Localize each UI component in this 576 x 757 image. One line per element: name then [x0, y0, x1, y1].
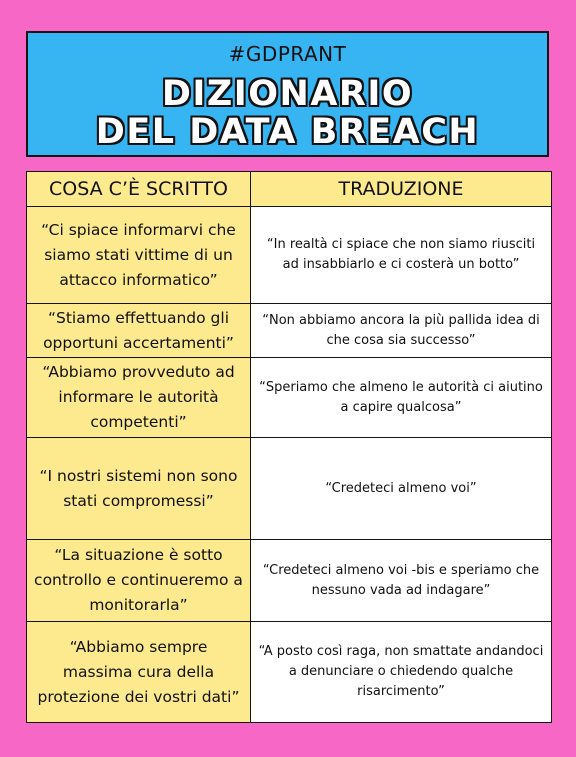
hashtag: #GDPRANT	[228, 42, 347, 66]
said-cell: “I nostri sistemi non sono stati compromessi”	[27, 438, 251, 540]
table-row	[27, 540, 552, 622]
column-header-translation: TRADUZIONE	[251, 172, 552, 207]
title-line-2: DEL DATA BREACH	[95, 112, 480, 152]
column-header-said: COSA C’È SCRITTO	[27, 172, 251, 207]
translation-cell: “Credeteci almeno voi”	[251, 438, 552, 540]
table-row	[27, 207, 552, 304]
said-cell: “Abbiamo provveduto ad informare le autorità competenti”	[27, 358, 251, 438]
title-line-1: DIZIONARIO	[161, 74, 414, 114]
said-cell: “Abbiamo sempre massima cura della protezione dei vostri dati”	[27, 622, 251, 723]
table-row	[27, 358, 552, 438]
said-cell: “Ci spiace informarvi che siamo stati vittime di un attacco informatico”	[27, 207, 251, 304]
said-cell: “La situazione è sotto controllo e continueremo a monitorarla”	[27, 540, 251, 622]
translation-cell: “Credeteci almeno voi -bis e speriamo che nessuno vada ad indagare”	[251, 540, 552, 622]
page-title	[28, 75, 547, 151]
translation-cell: “In realtà ci spiace che non siamo riusciti ad insabbiarlo e ci costerà un botto”	[251, 207, 552, 304]
table-row	[27, 622, 552, 723]
table-row	[27, 304, 552, 358]
table-header-row	[27, 172, 552, 207]
table-row	[27, 438, 552, 540]
title-banner	[26, 31, 549, 157]
translation-cell: “Speriamo che almeno le autorità ci aiutino a capire qualcosa”	[251, 358, 552, 438]
translation-cell: “Non abbiamo ancora la più pallida idea di che cosa sia successo”	[251, 304, 552, 358]
dictionary-table	[26, 171, 552, 723]
said-cell: “Stiamo effettuando gli opportuni accertamenti”	[27, 304, 251, 358]
translation-cell: “A posto così raga, non smattate andandoci a denunciare o chiedendo qualche risarcimento”	[251, 622, 552, 723]
